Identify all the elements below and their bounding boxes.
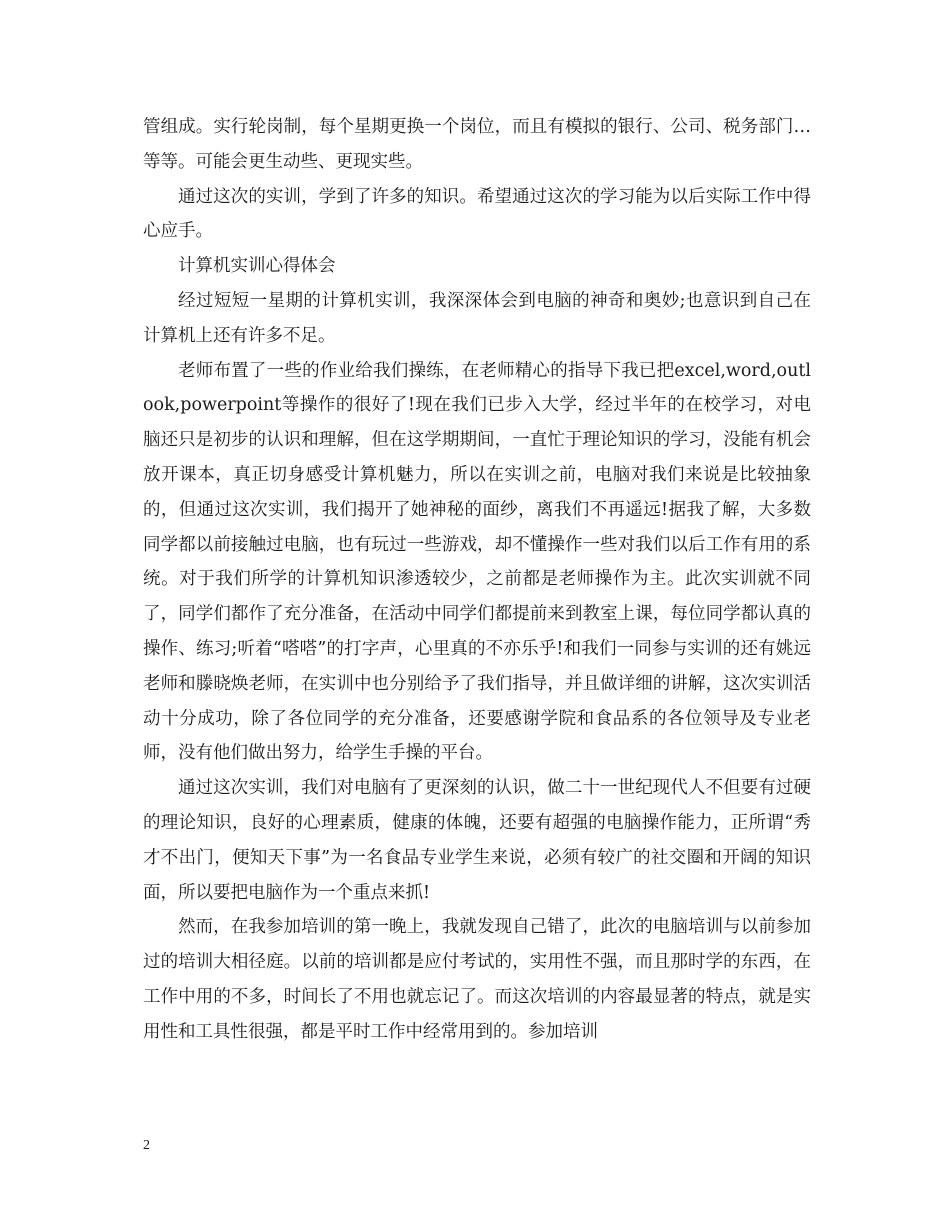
paragraph-continuation: 管组成。实行轮岗制，每个星期更换一个岗位，而且有模拟的银行、公司、税务部门…等等。可能会更生动些、更现实些。	[143, 117, 811, 172]
section-heading: 计算机实训心得体会	[178, 256, 336, 277]
document-body	[143, 110, 811, 1050]
paragraph-reflection: 通过这次实训，我们对电脑有了更深刻的认识，做二十一世纪现代人不但要有过硬的理论知识，良好的心理素质，健康的体魄，还要有超强的电脑操作能力，正所谓“秀才不出门，便知天下事”为一名食品专业学生来说，必须有较广的社交圈和开阔的知识面，所以要把电脑作为一个重点来抓!	[143, 778, 811, 903]
paragraph-first-evening: 然而，在我参加培训的第一晚上，我就发现自己错了，此次的电脑培训与以前参加过的培训大相径庭。以前的培训都是应付考试的，实用性不强，而且那时学的东西，在工作中用的不多，时间长了不用也就忘记了。而这次培训的内容最显著的特点，就是实用性和工具性很强，都是平时工作中经常用到的。参加培训	[143, 917, 811, 1042]
paragraph-main: 老师布置了一些的作业给我们操练，在老师精心的指导下我已把excel,word,outlook,powerpoint等操作的很好了!现在我们已步入大学，经过半年的在校学习，对电脑还只是初步的认识和理解，但在这学期期间，一直忙于理论知识的学习，没能有机会放开课本，真正切身感受计算机魅力，所以在实训之前，电脑对我们来说是比较抽象的，但通过这次实训，我们揭开了她神秘的面纱，离我们不再遥远!据我了解，大多数同学都以前接触过电脑，也有玩过一些游戏，却不懂操作一些对我们以后工作有用的系统。对于我们所学的计算机知识渗透较少，之前都是老师操作为主。此次实训就不同了，同学们都作了充分准备，在活动中同学们都提前来到教室上课，每位同学都认真的操作、练习;听着“嗒嗒”的打字声，心里真的不亦乐乎!和我们一同参与实训的还有姚远老师和滕晓焕老师，在实训中也分别给予了我们指导，并且做详细的讲解，这次实训活动十分成功，除了各位同学的充分准备，还要感谢学院和食品系的各位领导及专业老师，没有他们做出努力，给学生手操的平台。	[143, 360, 811, 764]
paragraph-training-gains: 通过这次的实训，学到了许多的知识。希望通过这次的学习能为以后实际工作中得心应手。	[143, 186, 811, 242]
paragraph-intro: 经过短短一星期的计算机实训，我深深体会到电脑的神奇和奥妙;也意识到自己在计算机上还有许多不足。	[143, 290, 811, 346]
page-number: 2	[143, 1138, 150, 1153]
